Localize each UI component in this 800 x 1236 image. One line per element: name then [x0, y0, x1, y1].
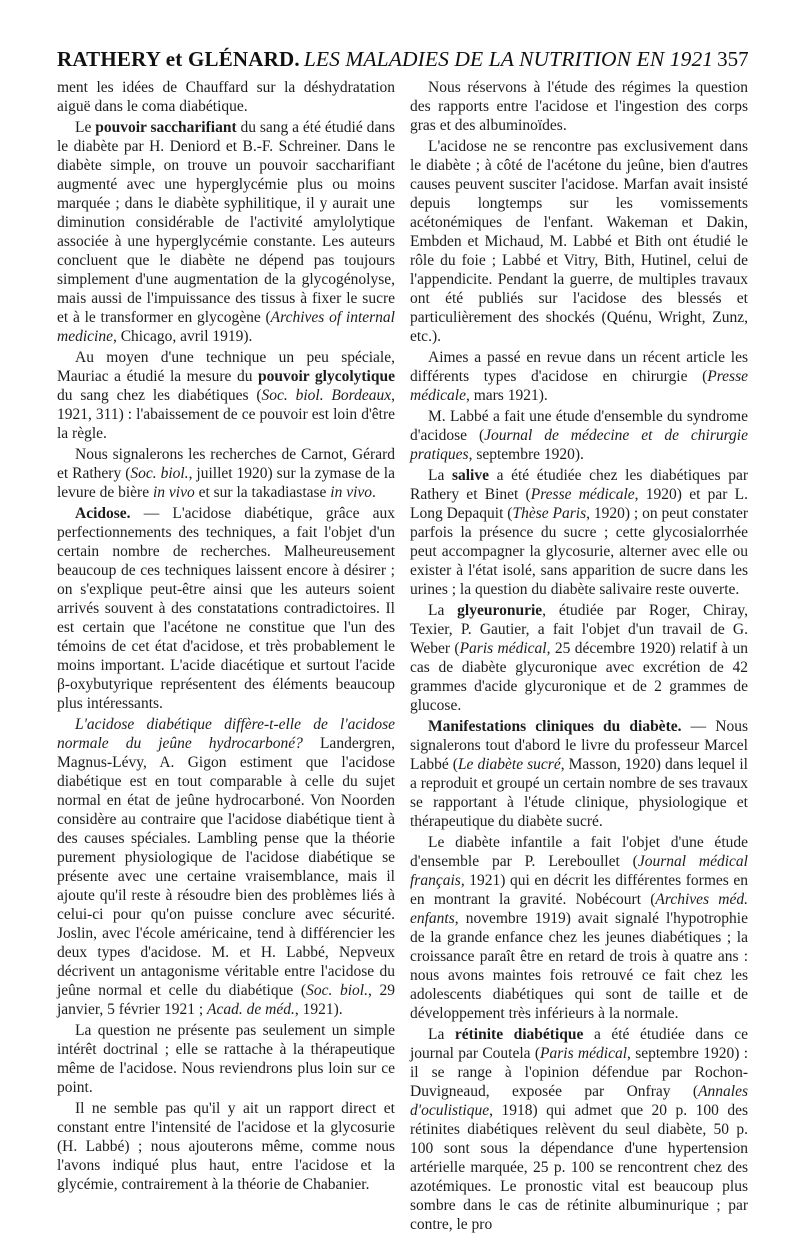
bold-term: Manifestations cliniques du diabète.	[428, 718, 682, 735]
text-run: — L'acidose diabétique, grâce aux perfectionnements des techniques, a fait l'objet d'un certain nombre de recherches. Malheureusement beaucoup de ces techniques laissent encore à désirer ; on s'explique peut-être ainsi que les auteurs soient arrivés souvent à des constatations contradictoires. Il est certain que l'acétone ne constitue que l'un des témoins de cet état d'acidose, et très probablement le moins important. L'acide diacétique et surtout l'acide β-oxybutyrique représentent des éléments beaucoup plus intéressants.	[57, 505, 395, 712]
running-head-authors: RATHERY et GLÉNARD.	[57, 47, 300, 71]
paragraph	[410, 78, 748, 135]
italic-citation: L'acidose diabétique diffère-t-elle de l'acidose normale du jeûne hydrocarboné?	[57, 716, 395, 752]
text-run: , 1921) qui en décrit les différentes formes en en montrant la gravité. Nobécourt (	[410, 872, 748, 908]
italic-citation: Paris médical	[459, 640, 547, 657]
paragraph	[57, 1021, 395, 1097]
bold-term: rétinite diabétique	[454, 1026, 584, 1043]
italic-citation: in vivo	[152, 484, 195, 501]
paragraph	[57, 715, 395, 1019]
text-run: , novembre 1919) avait signalé l'hypotrophie de la grande enfance chez les jeunes diabétiques ; la croissance paraît être en retard de trois à quatre ans : nous avons maintes fois retrouvé ce fait chez les adolescents diabétiques qui sont de taille et de développement très inférieurs à la normale.	[410, 910, 748, 1022]
text-run: L'acidose ne se rencontre pas exclusivement dans le diabète ; à côté de l'acétone du jeûne, bien d'autres causes peuvent susciter l'acidose. Marfan avait insisté depuis longtemps sur les vomissements acétonémiques de l'enfant. Wakeman et Dakin, Embden et Michaud, M. Labbé et Bith ont étudié le rôle du foie ; Labbé et Vitry, Bith, Hutinel, celui de l'appendicite. Pendant la guerre, de multiples travaux ont été publiés sur l'acidose des blessés et particulièrement des shockés (Quénu, Wright, Zunz, etc.).	[410, 138, 748, 345]
paragraph	[410, 407, 748, 464]
text-run: , septembre 1920) : il se range à l'opinion défendue par Rochon-Duvigneaud, exposée par Onfray (	[410, 1045, 749, 1100]
paragraph	[57, 1099, 395, 1194]
text-run: , 1921).	[294, 1001, 343, 1018]
text-run: La	[428, 602, 458, 619]
running-head	[57, 44, 757, 77]
paragraph	[57, 445, 395, 502]
text-run: Nous signalerons les recherches de Carnot, Gérard et Rathery (	[57, 446, 395, 482]
text-column-left	[57, 78, 395, 1196]
paragraph	[57, 118, 395, 346]
text-run: , 1918) qui admet que 20 p. 100 des rétinites diabétiques relèvent du seul diabète, 50 p. 100 sont sous la dépendance d'une hypertension artérielle marquée, 25 p. 100 se rencontrent chez des azotémiques. Le pronostic vital est beaucoup plus sombre dans le cas de rétinite albuminurique ; par contre, le pro	[410, 1102, 748, 1233]
italic-citation: in vivo	[330, 484, 373, 501]
text-run: .	[372, 484, 376, 501]
bold-term: Acidose.	[75, 505, 131, 522]
text-run: a été étudiée dans ce journal par Coutela (	[410, 1026, 748, 1062]
italic-citation: Journal de médecine et de chirurgie pratiques	[410, 427, 748, 463]
text-run: Landergren, Magnus-Lévy, A. Gigon estiment que l'acidose diabétique est en tout comparable à celle du sujet normal en état de jeûne hydrocarboné. Von Noorden considère au contraire que l'acidose diabétique tient à des causes spéciales. Lambling pense que la théorie purement physiologique de l'acidose diabétique se présente avec une certaine vraisemblance, mais il ajoute qu'il reste à résoudre bien des problèmes liés à celui-ci pour qu'on puisse conclure avec sécurité. Joslin, avec l'école américaine, tend à différencier les deux types d'acidose. M. et H. Labbé, Nepveux décrivent un antagonisme véritable entre l'acidose du jeûne normal et celle du diabétique (	[57, 735, 395, 999]
italic-citation: Archives méd. enfants	[410, 891, 748, 927]
bold-term: pouvoir glycolytique	[257, 368, 395, 385]
italic-citation: Presse médicale	[410, 368, 748, 404]
italic-citation: Paris médical	[540, 1045, 628, 1062]
paragraph	[410, 601, 748, 715]
text-run: a été étudiée chez les diabétiques par Rathery et Binet (	[410, 467, 748, 503]
italic-citation: Soc. biol.	[306, 982, 368, 999]
italic-citation: Thèse Paris	[512, 505, 587, 522]
text-run: Il ne semble pas qu'il y ait un rapport direct et constant entre l'intensité de l'acidose et la glycosurie (H. Labbé) ; nous ajouterons même, comme nous l'avons indiqué plus haut, entre l'acidose et la glycémie, contrairement à la théorie de Chabanier.	[57, 1100, 395, 1193]
text-run: , mars 1921).	[465, 387, 548, 404]
paragraph	[410, 137, 748, 346]
text-run: ment les idées de Chauffard sur la déshydratation aiguë dans le coma diabétique.	[57, 79, 395, 115]
paragraph	[410, 466, 748, 599]
italic-citation: Soc. biol.	[130, 465, 189, 482]
paragraph	[57, 504, 395, 713]
italic-citation: Annales d'oculistique	[410, 1083, 748, 1119]
text-run: , Masson, 1920) dans lequel il a reproduit et groupé un certain nombre de ses travaux se rapportant à l'étude clinique, physiologique et thérapeutique du diabète sucré.	[410, 756, 748, 830]
text-run: La	[428, 1026, 455, 1043]
text-run: , septembre 1920).	[468, 446, 584, 463]
running-head-title: LES MALADIES DE LA NUTRITION EN 1921	[303, 47, 714, 71]
text-run: Aimes a passé en revue dans un récent article les différents types d'acidose en chirurgie (	[410, 349, 748, 385]
paragraph	[410, 833, 748, 1023]
text-run: — Nous signalerons tout d'abord le livre du professeur Marcel Labbé (	[410, 718, 748, 773]
text-run: La	[428, 467, 452, 484]
bold-term: salive	[451, 467, 489, 484]
paragraph	[410, 1025, 748, 1234]
text-run: , 1921, 311) : l'abaissement de ce pouvoir est loin d'être la règle.	[57, 387, 395, 442]
page-number: 357	[717, 47, 749, 71]
paragraph	[57, 348, 395, 443]
text-run: M. Labbé a fait une étude d'ensemble du syndrome d'acidose (	[410, 408, 748, 444]
text-run: Au moyen d'une technique un peu spéciale, Mauriac a étudié la mesure du	[57, 349, 395, 385]
bold-term: glyeuronurie	[457, 602, 543, 619]
text-run: du sang a été étudié dans le diabète par H. Deniord et B.-F. Schreiner. Dans le diabète simple, on trouve un pouvoir saccharifiant augmenté avec une hyperglycémie plus ou moins marquée ; dans le diabète syphilitique, il y aurait une diminution considérable de l'activité amylolytique associée à une hyperglycémie constante. Les auteurs concluent que le diabète ne dépend pas toujours simplement d'une augmentation de la glycogénolyse, mais aussi de l'impuissance des tissus à fixer le sucre et à le transformer en glycogène (	[57, 119, 395, 326]
text-run: Nous réservons à l'étude des régimes la question des rapports entre l'acidose et l'ingestion des corps gras et des albuminoïdes.	[410, 79, 748, 134]
bold-term: pouvoir saccharifiant	[95, 119, 237, 136]
text-run: , étudiée par Roger, Chiray, Texier, P. Gautier, a fait l'objet d'un travail de G. Weber (	[410, 602, 748, 657]
paragraph	[57, 78, 395, 116]
italic-citation: Le diabète sucré	[457, 756, 561, 773]
text-run: La question ne présente pas seulement un simple intérêt doctrinal ; elle se rattache à la thérapeutique même de l'acidose. Nous reviendrons plus loin sur ce point.	[57, 1022, 395, 1096]
italic-citation: Presse médicale	[530, 486, 635, 503]
text-run: du sang chez les diabétiques (	[57, 387, 262, 404]
text-run: , 1920) ; on peut constater parfois la présence du sucre ; cette glycosialorrhée peut accompagner la glycosurie, alterner avec elle ou exister à l'état isolé, sans apparition de sucre dans les urines ; la question du diabète salivaire reste ouverte.	[410, 505, 748, 598]
text-run: Le	[75, 119, 96, 136]
italic-citation: Acad. de méd.	[207, 1001, 295, 1018]
italic-citation: Soc. biol. Bordeaux	[261, 387, 392, 404]
paragraph	[410, 717, 748, 831]
text-run: , 1920) et par L. Long Depaquit (	[410, 486, 748, 522]
text-run: Le diabète infantile a fait l'objet d'une étude d'ensemble par P. Lereboullet (	[410, 834, 748, 870]
paragraph	[410, 348, 748, 405]
italic-citation: Archives of internal medicine	[57, 309, 395, 345]
text-run: , juillet 1920) sur la zymase de la levure de bière	[57, 465, 395, 501]
text-run: , 29 janvier, 5 février 1921 ;	[57, 982, 395, 1018]
text-run: , 25 décembre 1920) relatif à un cas de diabète glycuronique avec excrétion de 42 grammes d'acide glycuronique et de 2 grammes de glucose.	[410, 640, 748, 714]
text-column-right	[410, 78, 748, 1236]
text-run: , Chicago, avril 1919).	[112, 328, 253, 345]
text-run: et sur la takadiastase	[194, 484, 331, 501]
italic-citation: Journal médical français	[410, 853, 748, 889]
